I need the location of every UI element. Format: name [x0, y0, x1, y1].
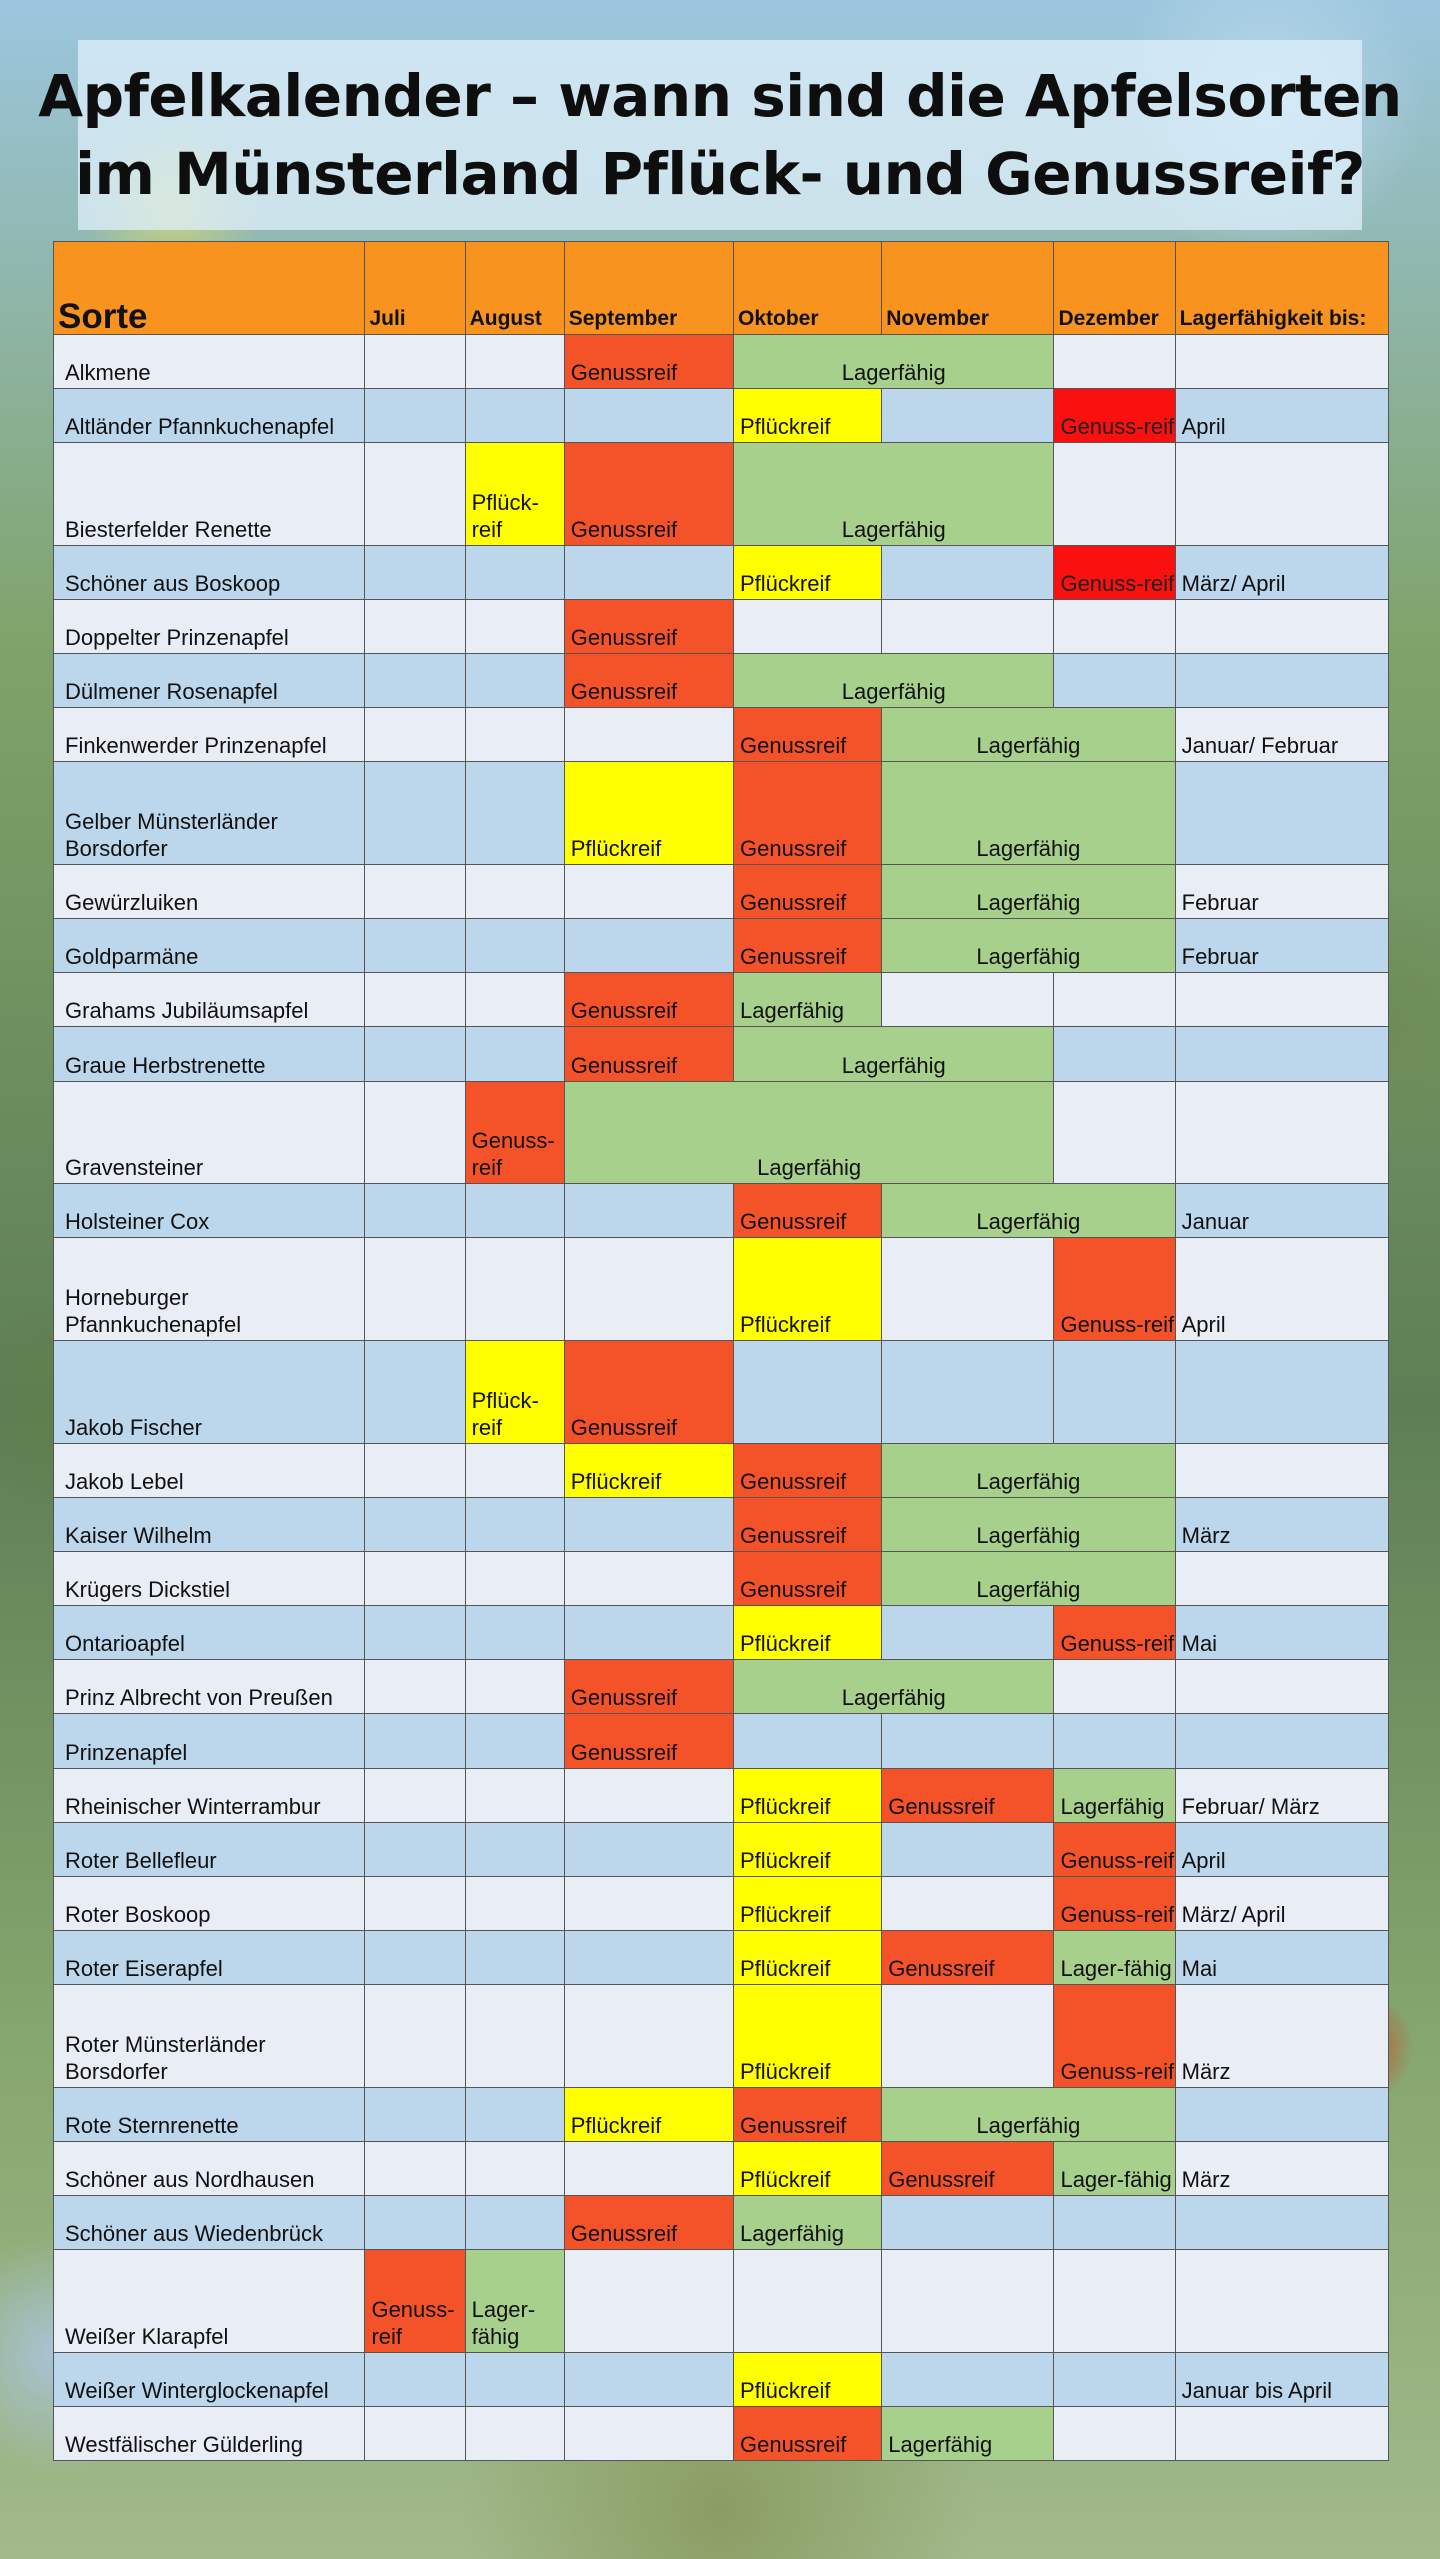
empty-cell: [465, 2087, 564, 2141]
pflueckreif-cell: Pflückreif: [733, 1876, 881, 1930]
empty-cell: [365, 443, 465, 546]
variety-name: Roter Münsterländer Borsdorfer: [54, 1984, 365, 2087]
variety-name: Finkenwerder Prinzenapfel: [54, 708, 365, 762]
table-row: [54, 1768, 1389, 1822]
empty-cell: [733, 1341, 881, 1444]
genussreif-cell: Genussreif: [564, 1027, 733, 1081]
empty-cell: [564, 1552, 733, 1606]
empty-cell: [465, 1552, 564, 1606]
table-row: [54, 654, 1389, 708]
variety-name: Prinzenapfel: [54, 1714, 365, 1768]
empty-cell: [465, 545, 564, 599]
empty-cell: [365, 1027, 465, 1081]
empty-cell: [564, 1498, 733, 1552]
genussreif-cell: Genussreif: [564, 600, 733, 654]
empty-cell: [564, 1876, 733, 1930]
empty-cell: [465, 389, 564, 443]
empty-cell: [882, 1822, 1054, 1876]
pflueckreif-cell: Pflück-reif: [465, 1341, 564, 1444]
empty-cell: [365, 1606, 465, 1660]
empty-cell: [882, 2249, 1054, 2352]
lagerfaehig-cell: Lagerfähig: [882, 865, 1175, 919]
empty-cell: [1054, 443, 1175, 546]
variety-name: Graue Herbstrenette: [54, 1027, 365, 1081]
storage-until-cell: [1175, 2087, 1388, 2141]
empty-cell: [882, 2352, 1054, 2406]
empty-cell: [365, 2406, 465, 2460]
genussreif-cell: Genussreif: [733, 762, 881, 865]
storage-until-cell: [1175, 1552, 1388, 1606]
empty-cell: [465, 1184, 564, 1238]
empty-cell: [365, 2141, 465, 2195]
storage-until-cell: Januar/ Februar: [1175, 708, 1388, 762]
empty-cell: [882, 2195, 1054, 2249]
variety-name: Westfälischer Gülderling: [54, 2406, 365, 2460]
column-header-september: September: [564, 242, 733, 335]
genussreif-cell: Genussreif: [564, 443, 733, 546]
empty-cell: [365, 654, 465, 708]
variety-name: Gewürzluiken: [54, 865, 365, 919]
genussreif-cell: Genussreif: [733, 708, 881, 762]
variety-name: Rheinischer Winterrambur: [54, 1768, 365, 1822]
empty-cell: [1054, 654, 1175, 708]
pflueckreif-cell: Pflückreif: [733, 545, 881, 599]
empty-cell: [1054, 973, 1175, 1027]
empty-cell: [465, 1498, 564, 1552]
empty-cell: [465, 973, 564, 1027]
pflueckreif-cell: Pflückreif: [733, 2141, 881, 2195]
variety-name: Schöner aus Nordhausen: [54, 2141, 365, 2195]
genussreif-cell: Genussreif: [733, 2087, 881, 2141]
empty-cell: [564, 1184, 733, 1238]
table-row: [54, 2141, 1389, 2195]
variety-name: Krügers Dickstiel: [54, 1552, 365, 1606]
empty-cell: [733, 600, 881, 654]
pflueckreif-cell: Pflückreif: [733, 2352, 881, 2406]
empty-cell: [465, 1606, 564, 1660]
empty-cell: [564, 708, 733, 762]
empty-cell: [564, 1768, 733, 1822]
genussreif-cell: Genussreif: [564, 335, 733, 389]
variety-name: Gravensteiner: [54, 1081, 365, 1184]
genussreif-cell: Genussreif: [733, 1552, 881, 1606]
column-header-august: August: [465, 242, 564, 335]
lagerfaehig-cell: Lager-fähig: [465, 2249, 564, 2352]
lagerfaehig-cell: Lagerfähig: [733, 443, 1053, 546]
variety-name: Holsteiner Cox: [54, 1184, 365, 1238]
empty-cell: [365, 1822, 465, 1876]
genussreif-cell: Genussreif: [733, 1184, 881, 1238]
lagerfaehig-cell: Lagerfähig: [882, 2087, 1175, 2141]
empty-cell: [882, 1876, 1054, 1930]
empty-cell: [564, 2352, 733, 2406]
empty-cell: [564, 545, 733, 599]
empty-cell: [465, 654, 564, 708]
pflueckreif-cell: Pflückreif: [733, 1984, 881, 2087]
storage-until-cell: März: [1175, 1984, 1388, 2087]
pflueckreif-cell: Pflückreif: [564, 762, 733, 865]
empty-cell: [1054, 600, 1175, 654]
lagerfaehig-cell: Lagerfähig: [882, 708, 1175, 762]
empty-cell: [564, 919, 733, 973]
lagerfaehig-cell: Lager-fähig: [1054, 1930, 1175, 1984]
table-row: [54, 600, 1389, 654]
empty-cell: [1054, 2406, 1175, 2460]
storage-until-cell: Februar/ März: [1175, 1768, 1388, 1822]
column-header-lagerfaehigkeit: Lagerfähigkeit bis:: [1175, 242, 1388, 335]
genussreif-cell: Genuss-reif: [1054, 1876, 1175, 1930]
table-row: [54, 1027, 1389, 1081]
variety-name: Goldparmäne: [54, 919, 365, 973]
table-row: [54, 1714, 1389, 1768]
table-row: [54, 919, 1389, 973]
genussreif-cell: Genussreif: [882, 1930, 1054, 1984]
genussreif-cell: Genussreif: [733, 1443, 881, 1497]
empty-cell: [1054, 1341, 1175, 1444]
empty-cell: [733, 1714, 881, 1768]
table-row: [54, 545, 1389, 599]
header-row: [54, 242, 1389, 335]
genussreif-cell: Genussreif: [882, 1768, 1054, 1822]
empty-cell: [564, 1238, 733, 1341]
empty-cell: [564, 1930, 733, 1984]
pflueckreif-cell: Pflückreif: [733, 1238, 881, 1341]
empty-cell: [733, 2249, 881, 2352]
table-row: [54, 865, 1389, 919]
storage-until-cell: [1175, 973, 1388, 1027]
empty-cell: [365, 1081, 465, 1184]
storage-until-cell: Februar: [1175, 865, 1388, 919]
variety-name: Rote Sternrenette: [54, 2087, 365, 2141]
empty-cell: [365, 600, 465, 654]
table-row: [54, 2352, 1389, 2406]
lagerfaehig-cell: Lagerfähig: [1054, 1768, 1175, 1822]
genussreif-cell: Genuss-reif: [1054, 1822, 1175, 1876]
storage-until-cell: März/ April: [1175, 545, 1388, 599]
table-row: [54, 1184, 1389, 1238]
empty-cell: [465, 1238, 564, 1341]
empty-cell: [365, 545, 465, 599]
empty-cell: [365, 1498, 465, 1552]
variety-name: Ontarioapfel: [54, 1606, 365, 1660]
lagerfaehig-cell: Lagerfähig: [733, 654, 1053, 708]
empty-cell: [365, 708, 465, 762]
empty-cell: [365, 1876, 465, 1930]
empty-cell: [365, 919, 465, 973]
storage-until-cell: [1175, 1341, 1388, 1444]
empty-cell: [882, 1714, 1054, 1768]
column-header-dezember: Dezember: [1054, 242, 1175, 335]
lagerfaehig-cell: Lagerfähig: [733, 2195, 881, 2249]
variety-name: Grahams Jubiläumsapfel: [54, 973, 365, 1027]
empty-cell: [365, 1341, 465, 1444]
storage-until-cell: [1175, 1443, 1388, 1497]
lagerfaehig-cell: Lagerfähig: [733, 1660, 1053, 1714]
column-header-sorte: Sorte: [54, 242, 365, 335]
genussreif-cell: Genussreif: [733, 865, 881, 919]
empty-cell: [465, 600, 564, 654]
genussreif-cell: Genussreif: [564, 2195, 733, 2249]
storage-until-cell: [1175, 335, 1388, 389]
empty-cell: [564, 1822, 733, 1876]
table-row: [54, 1341, 1389, 1444]
empty-cell: [1054, 1027, 1175, 1081]
empty-cell: [365, 2087, 465, 2141]
lagerfaehig-cell: Lagerfähig: [882, 1184, 1175, 1238]
empty-cell: [882, 1606, 1054, 1660]
empty-cell: [365, 1768, 465, 1822]
genussreif-cell: Genussreif: [882, 2141, 1054, 2195]
lagerfaehig-cell: Lagerfähig: [882, 1443, 1175, 1497]
pflueckreif-cell: Pflückreif: [733, 1768, 881, 1822]
lagerfaehig-cell: Lagerfähig: [882, 1552, 1175, 1606]
table-row: [54, 1081, 1389, 1184]
table-row: [54, 708, 1389, 762]
empty-cell: [465, 1443, 564, 1497]
empty-cell: [365, 1552, 465, 1606]
table-row: [54, 1822, 1389, 1876]
empty-cell: [1054, 2195, 1175, 2249]
empty-cell: [465, 335, 564, 389]
empty-cell: [465, 1822, 564, 1876]
empty-cell: [365, 1238, 465, 1341]
variety-name: Weißer Klarapfel: [54, 2249, 365, 2352]
storage-until-cell: [1175, 2195, 1388, 2249]
empty-cell: [465, 2141, 564, 2195]
table-row: [54, 2406, 1389, 2460]
genussreif-cell: Genussreif: [564, 1714, 733, 1768]
genussreif-cell: Genuss-reif: [1054, 1984, 1175, 2087]
table-row: [54, 1984, 1389, 2087]
storage-until-cell: [1175, 443, 1388, 546]
genussreif-cell: Genussreif: [564, 1341, 733, 1444]
empty-cell: [564, 389, 733, 443]
empty-cell: [564, 2141, 733, 2195]
table-row: [54, 1552, 1389, 1606]
empty-cell: [365, 1443, 465, 1497]
genussreif-cell: Genussreif: [733, 2406, 881, 2460]
storage-until-cell: März/ April: [1175, 1876, 1388, 1930]
storage-until-cell: Februar: [1175, 919, 1388, 973]
table-row: [54, 335, 1389, 389]
table-row: [54, 1876, 1389, 1930]
empty-cell: [564, 2249, 733, 2352]
table-row: [54, 1930, 1389, 1984]
pflueckreif-cell: Pflückreif: [733, 1930, 881, 1984]
table-row: [54, 1606, 1389, 1660]
title-banner: [38, 40, 1402, 230]
empty-cell: [882, 600, 1054, 654]
lagerfaehig-cell: Lagerfähig: [882, 762, 1175, 865]
empty-cell: [882, 545, 1054, 599]
lagerfaehig-cell: Lagerfähig: [564, 1081, 1054, 1184]
table-row: [54, 2087, 1389, 2141]
genussreif-cell: Genussreif: [564, 654, 733, 708]
storage-until-cell: April: [1175, 1238, 1388, 1341]
empty-cell: [465, 1660, 564, 1714]
empty-cell: [365, 1660, 465, 1714]
genussreif-cell: Genuss-reif: [1054, 1606, 1175, 1660]
genussreif-cell: Genuss-reif: [465, 1081, 564, 1184]
empty-cell: [882, 1984, 1054, 2087]
storage-until-cell: Januar bis April: [1175, 2352, 1388, 2406]
empty-cell: [465, 762, 564, 865]
table-row: [54, 1660, 1389, 1714]
storage-until-cell: April: [1175, 1822, 1388, 1876]
empty-cell: [365, 335, 465, 389]
pflueckreif-cell: Pflückreif: [564, 2087, 733, 2141]
genussreif-cell: Genussreif: [733, 1498, 881, 1552]
genussreif-cell: Genuss-reif: [1054, 389, 1175, 443]
empty-cell: [365, 2352, 465, 2406]
empty-cell: [882, 389, 1054, 443]
pflueckreif-cell: Pflück-reif: [465, 443, 564, 546]
empty-cell: [365, 389, 465, 443]
variety-name: Jakob Fischer: [54, 1341, 365, 1444]
empty-cell: [564, 2406, 733, 2460]
column-header-juli: Juli: [365, 242, 465, 335]
lagerfaehig-cell: Lagerfähig: [733, 335, 1053, 389]
pflueckreif-cell: Pflückreif: [564, 1443, 733, 1497]
table-header: [54, 242, 1389, 335]
empty-cell: [465, 2195, 564, 2249]
column-header-oktober: Oktober: [733, 242, 881, 335]
table-row: [54, 389, 1389, 443]
genussreif-cell: Genussreif: [564, 1660, 733, 1714]
table-row: [54, 2249, 1389, 2352]
pflueckreif-cell: Pflückreif: [733, 1822, 881, 1876]
storage-until-cell: Mai: [1175, 1606, 1388, 1660]
lagerfaehig-cell: Lager-fähig: [1054, 2141, 1175, 2195]
column-header-november: November: [882, 242, 1054, 335]
empty-cell: [1054, 1081, 1175, 1184]
lagerfaehig-cell: Lagerfähig: [733, 1027, 1053, 1081]
apple-calendar-table: [53, 241, 1389, 2461]
empty-cell: [365, 1930, 465, 1984]
variety-name: Horneburger Pfannkuchenapfel: [54, 1238, 365, 1341]
storage-until-cell: [1175, 2406, 1388, 2460]
empty-cell: [564, 1984, 733, 2087]
table-row: [54, 973, 1389, 1027]
empty-cell: [1054, 2352, 1175, 2406]
table-row: [54, 762, 1389, 865]
empty-cell: [465, 1027, 564, 1081]
storage-until-cell: [1175, 600, 1388, 654]
empty-cell: [465, 1930, 564, 1984]
storage-until-cell: [1175, 654, 1388, 708]
variety-name: Schöner aus Boskoop: [54, 545, 365, 599]
storage-until-cell: Januar: [1175, 1184, 1388, 1238]
genussreif-cell: Genussreif: [733, 919, 881, 973]
page-title-line-1: Apfelkalender – wann sind die Apfelsorten: [38, 62, 1402, 130]
lagerfaehig-cell: Lagerfähig: [882, 1498, 1175, 1552]
table-row: [54, 1498, 1389, 1552]
storage-until-cell: April: [1175, 389, 1388, 443]
table-row: [54, 1238, 1389, 1341]
empty-cell: [365, 1714, 465, 1768]
table-body: [54, 335, 1389, 2461]
variety-name: Kaiser Wilhelm: [54, 1498, 365, 1552]
storage-until-cell: März: [1175, 2141, 1388, 2195]
empty-cell: [1054, 1660, 1175, 1714]
empty-cell: [465, 708, 564, 762]
table-row: [54, 1443, 1389, 1497]
empty-cell: [1054, 2249, 1175, 2352]
empty-cell: [365, 2195, 465, 2249]
variety-name: Roter Boskoop: [54, 1876, 365, 1930]
pflueckreif-cell: Pflückreif: [733, 389, 881, 443]
empty-cell: [465, 865, 564, 919]
genussreif-cell: Genussreif: [564, 973, 733, 1027]
variety-name: Schöner aus Wiedenbrück: [54, 2195, 365, 2249]
genussreif-cell: Genuss-reif: [1054, 1238, 1175, 1341]
lagerfaehig-cell: Lagerfähig: [882, 2406, 1054, 2460]
variety-name: Roter Bellefleur: [54, 1822, 365, 1876]
variety-name: Gelber Münsterländer Borsdorfer: [54, 762, 365, 865]
lagerfaehig-cell: Lagerfähig: [733, 973, 881, 1027]
empty-cell: [465, 2406, 564, 2460]
storage-until-cell: [1175, 1714, 1388, 1768]
variety-name: Roter Eiserapfel: [54, 1930, 365, 1984]
empty-cell: [365, 1184, 465, 1238]
genussreif-cell: Genuss-reif: [365, 2249, 465, 2352]
pflueckreif-cell: Pflückreif: [733, 1606, 881, 1660]
empty-cell: [882, 1341, 1054, 1444]
storage-until-cell: [1175, 2249, 1388, 2352]
genussreif-cell: Genuss-reif: [1054, 545, 1175, 599]
empty-cell: [365, 762, 465, 865]
variety-name: Dülmener Rosenapfel: [54, 654, 365, 708]
empty-cell: [1054, 335, 1175, 389]
empty-cell: [365, 865, 465, 919]
storage-until-cell: [1175, 1081, 1388, 1184]
variety-name: Doppelter Prinzenapfel: [54, 600, 365, 654]
empty-cell: [465, 1984, 564, 2087]
storage-until-cell: März: [1175, 1498, 1388, 1552]
empty-cell: [465, 919, 564, 973]
lagerfaehig-cell: Lagerfähig: [882, 919, 1175, 973]
variety-name: Alkmene: [54, 335, 365, 389]
storage-until-cell: [1175, 1660, 1388, 1714]
variety-name: Jakob Lebel: [54, 1443, 365, 1497]
empty-cell: [465, 1876, 564, 1930]
variety-name: Prinz Albrecht von Preußen: [54, 1660, 365, 1714]
empty-cell: [465, 1714, 564, 1768]
variety-name: Weißer Winterglockenapfel: [54, 2352, 365, 2406]
table-row: [54, 443, 1389, 546]
variety-name: Altländer Pfannkuchenapfel: [54, 389, 365, 443]
table-row: [54, 2195, 1389, 2249]
storage-until-cell: [1175, 1027, 1388, 1081]
storage-until-cell: [1175, 762, 1388, 865]
empty-cell: [365, 1984, 465, 2087]
empty-cell: [882, 973, 1054, 1027]
empty-cell: [465, 1768, 564, 1822]
variety-name: Biesterfelder Renette: [54, 443, 365, 546]
storage-until-cell: Mai: [1175, 1930, 1388, 1984]
empty-cell: [1054, 1714, 1175, 1768]
empty-cell: [564, 1606, 733, 1660]
page-title-line-2: im Münsterland Pflück- und Genussreif?: [75, 140, 1365, 208]
empty-cell: [882, 1238, 1054, 1341]
empty-cell: [465, 2352, 564, 2406]
empty-cell: [564, 865, 733, 919]
empty-cell: [365, 973, 465, 1027]
